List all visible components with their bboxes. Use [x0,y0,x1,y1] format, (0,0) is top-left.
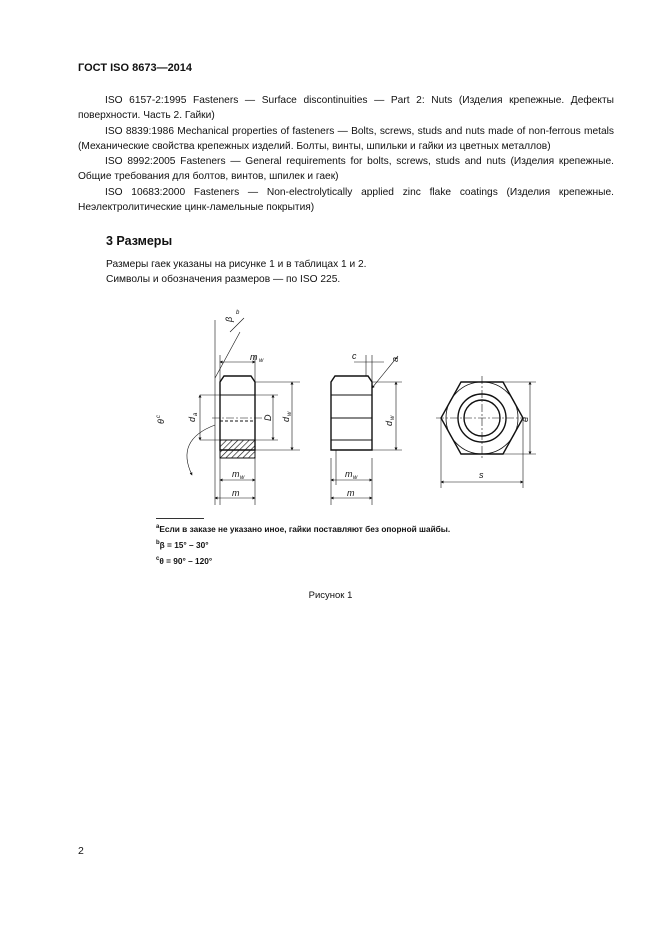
label-dw-sub: w [287,411,293,416]
label-mw: m [250,352,258,362]
label-dw: d [384,420,394,426]
section-body [106,257,606,288]
label-D: D [263,414,273,421]
footnote-mark: a [156,524,160,531]
label-dw-sub: w [390,415,396,420]
footnote-text: Если в заказе не указано иное, гайки поставляют без опорной шайбы. [159,524,451,534]
reference-item: ISO 6157-2:1995 Fasteners — Surface discontinuities — Part 2: Nuts (Изделия крепежные. Дефекты поверхности. Часть 2. Гайки) [78,95,614,122]
reference-item: ISO 10683:2000 Fasteners — Non-electrolytically applied zinc flake coatings (Изделия крепежные. Неэлектролитические цинк-ламельные покрытия) [78,186,614,214]
footnote-c [156,556,212,566]
reference-item: ISO 8839:1986 Mechanical properties of fasteners — Bolts, screws, studs and nuts made of non-ferrous metals (Механические свойства крепежных изделий. Болты, винты, шпильки и гайки из цветных металлов) [78,125,614,152]
label-e: e [520,416,530,422]
label-m: m [232,488,240,498]
label-mw-sub: w [353,475,358,481]
footnote-mark: c [156,556,160,563]
section-line: Символы и обозначения размеров — по ISO 225. [106,274,341,286]
footnote-text: β = 15° – 30° [159,540,209,550]
label-beta-sup: b [236,310,240,316]
label-mw: m [232,469,240,479]
label-dw: d [281,416,291,422]
reference-item: ISO 8992:2005 Fasteners — General requirements for bolts, screws, studs and nuts (Изделия крепежные. Общие требования для болтов, винтов, шпилек и гаек) [78,156,614,183]
page-header: ГОСТ ISO 8673—2014 [78,62,193,74]
label-da: d [187,416,197,422]
label-mw-sub: w [259,358,264,364]
section-title: 3 Размеры [106,234,173,248]
top-view-hexagon [436,376,536,488]
side-view-plain [331,355,402,505]
label-da-sub: a [193,412,199,416]
label-theta-sup: c [156,415,162,418]
label-beta: β [224,316,234,322]
footnote-mark: b [156,540,160,547]
label-m: m [347,488,355,498]
footnote-a [156,524,450,534]
label-theta: θ [156,419,166,424]
figure-caption: Рисунок 1 [308,590,353,601]
footnote-separator [156,518,204,519]
section-line: Размеры гаек указаны на рисунке 1 и в таблицах 1 и 2. [106,259,367,270]
label-c: c [352,351,357,361]
label-mw: m [345,469,353,479]
side-view-labels [156,310,293,498]
nut-drawing [140,300,540,510]
footnote-text: θ = 90° – 120° [159,556,213,566]
footnote-b [156,540,209,550]
label-s: s [479,470,484,480]
label-mw-sub: w [240,475,245,481]
page-number: 2 [78,845,84,857]
references-list [78,93,614,215]
washer-section-hatch [220,440,255,458]
label-a: a [390,356,400,362]
